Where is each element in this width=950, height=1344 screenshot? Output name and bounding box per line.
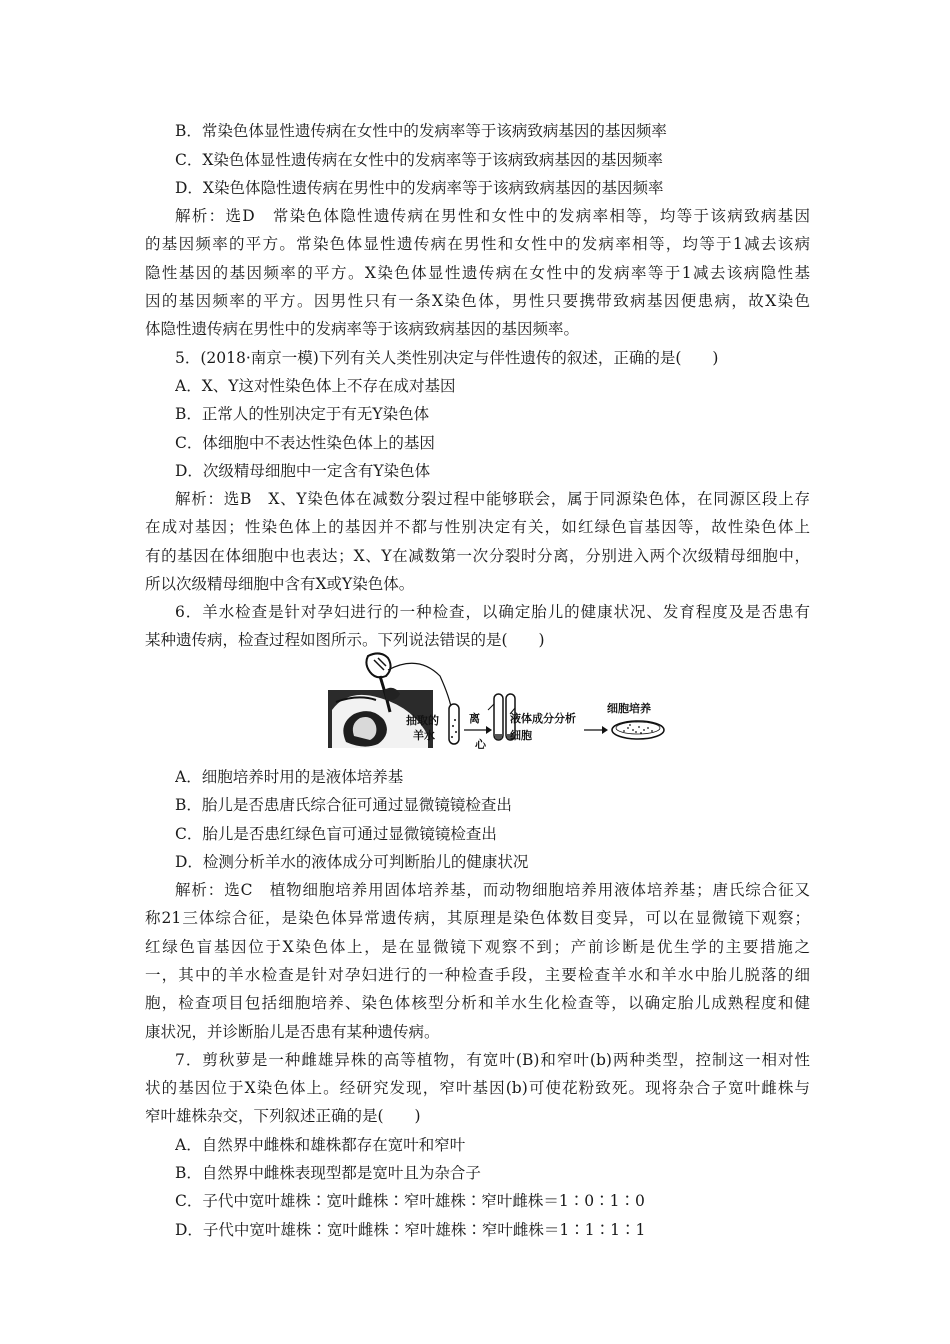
- q7-option-c: C．子代中宽叶雄株∶宽叶雌株∶窄叶雄株∶窄叶雌株＝1∶0∶1∶0: [175, 1192, 645, 1210]
- q7-option-a: A．自然界中雌株和雄株都存在宽叶和窄叶: [175, 1136, 466, 1154]
- q6-analysis-line-6: 康状况，并诊断胎儿是否患有某种遗传病。: [145, 1023, 440, 1041]
- q4-analysis-line-1: 解析：选D 常染色体隐性遗传病在男性和女性中的发病率相等，均等于该病致病基因: [175, 207, 810, 225]
- q7-stem-line-1: 7．剪秋萝是一种雌雄异株的高等植物，有宽叶(B)和窄叶(b)两种类型，控制这一相对性: [175, 1051, 810, 1069]
- q5-analysis-line-1: 解析：选B X、Y染色体在减数分裂过程中能够联会，属于同源染色体，在同源区段上存: [175, 490, 810, 508]
- q5-option-c: C．体细胞中不表达性染色体上的基因: [175, 434, 435, 452]
- label-amniotic-1: 抽取的: [406, 714, 439, 727]
- q5-option-a: A．X、Y这对性染色体上不存在成对基因: [175, 377, 456, 395]
- q7-stem-line-2: 状的基因位于X染色体上。经研究发现，窄叶基因(b)可使花粉致死。现将杂合子宽叶雌株与: [145, 1079, 810, 1097]
- q4-option-c: C．X染色体显性遗传病在女性中的发病率等于该病致病基因的基因频率: [175, 151, 663, 169]
- q6-analysis-line-1: 解析：选C 植物细胞培养用固体培养基，而动物细胞培养用液体培养基；唐氏综合征又: [175, 881, 810, 899]
- q7-option-d: D．子代中宽叶雄株∶宽叶雌株∶窄叶雄株∶窄叶雌株＝1∶1∶1∶1: [175, 1221, 646, 1239]
- q6-option-b: B．胎儿是否患唐氏综合征可通过显微镜镜检查出: [175, 796, 512, 814]
- q4-option-d: D．X染色体隐性遗传病在男性中的发病率等于该病致病基因的基因频率: [175, 179, 664, 197]
- petri-dish-icon: [612, 721, 664, 739]
- q5-option-d: D．次级精母细胞中一定含有Y染色体: [175, 462, 431, 480]
- q7-stem-line-3: 窄叶雄株杂交，下列叙述正确的是( ): [145, 1107, 421, 1125]
- label-liquid-analysis: 液体成分分析: [510, 712, 576, 725]
- centrifuge-arrow: [464, 726, 492, 734]
- q6-analysis-line-5: 胞，检查项目包括细胞培养、染色体核型分析和羊水生化检查等，以确定胎儿成熟程度和健: [145, 994, 810, 1012]
- q5-analysis-line-2: 在成对基因；性染色体上的基因并不都与性别决定有关，如红绿色盲基因等，故性染色体上: [145, 518, 810, 536]
- q4-analysis-line-3: 隐性基因的基因频率的平方。X染色体显性遗传病在女性中的发病率等于1减去该病隐性基: [145, 264, 810, 282]
- q6-analysis-line-3: 红绿色盲基因位于X染色体上，是在显微镜下观察不到；产前诊断是优生学的主要措施之: [145, 938, 810, 956]
- q4-analysis-line-2: 的基因频率的平方。常染色体显性遗传病在男性和女性中的发病率相等，均等于1减去该病: [145, 235, 810, 253]
- q4-analysis-line-4: 因的基因频率的平方。因男性只有一条X染色体，男性只要携带致病基因便患病，故X染色: [145, 292, 810, 310]
- q6-option-c: C．胎儿是否患红绿色盲可通过显微镜镜检查出: [175, 825, 497, 843]
- q4-analysis-line-5: 体隐性遗传病在男性中的发病率等于该病致病基因的基因频率。: [145, 320, 580, 338]
- q5-analysis-line-3: 有的基因在体细胞中也表达；X、Y在减数第一次分裂时分离，分别进入两个次级精母细胞中，: [145, 547, 810, 565]
- q5-option-b: B．正常人的性别决定于有无Y染色体: [175, 405, 430, 423]
- q5-stem: 5．(2018·南京一模)下列有关人类性别决定与伴性遗传的叙述，正确的是( ): [175, 349, 719, 367]
- q6-option-d: D．检测分析羊水的液体成分可判断胎儿的健康状况: [175, 853, 529, 871]
- label-amniotic-2: 羊水: [413, 729, 435, 742]
- amniocentesis-diagram: [328, 650, 698, 754]
- q6-stem-line-1: 6．羊水检查是针对孕妇进行的一种检查，以确定胎儿的健康状况、发育程度及是否患有: [175, 603, 810, 621]
- q4-option-b: B．常染色体显性遗传病在女性中的发病率等于该病致病基因的基因频率: [175, 122, 667, 140]
- amniotic-fluid-tube: [449, 704, 459, 744]
- q6-analysis-line-4: 一，其中的羊水检查是针对孕妇进行的一种检查手段，主要检查羊水和羊水中胎儿脱落的细: [145, 966, 810, 984]
- q5-analysis-line-4: 所以次级精母细胞中含有X或Y染色体。: [145, 575, 415, 593]
- q6-stem-line-2: 某种遗传病，检查过程如图所示。下列说法错误的是( ): [145, 631, 545, 649]
- label-centrifuge-2: 心: [475, 738, 486, 751]
- label-cells: 细胞: [510, 729, 532, 742]
- culture-arrow: [584, 726, 608, 734]
- label-cell-culture: 细胞培养: [607, 702, 651, 715]
- q6-option-a: A．细胞培养时用的是液体培养基: [175, 768, 404, 786]
- q6-analysis-line-2: 称21三体综合征，是染色体异常遗传病，其原理是染色体数目变异，可以在显微镜下观察；: [145, 909, 810, 927]
- label-centrifuge-1: 离: [469, 712, 480, 725]
- q7-option-b: B．自然界中雌株表现型都是宽叶且为杂合子: [175, 1164, 481, 1182]
